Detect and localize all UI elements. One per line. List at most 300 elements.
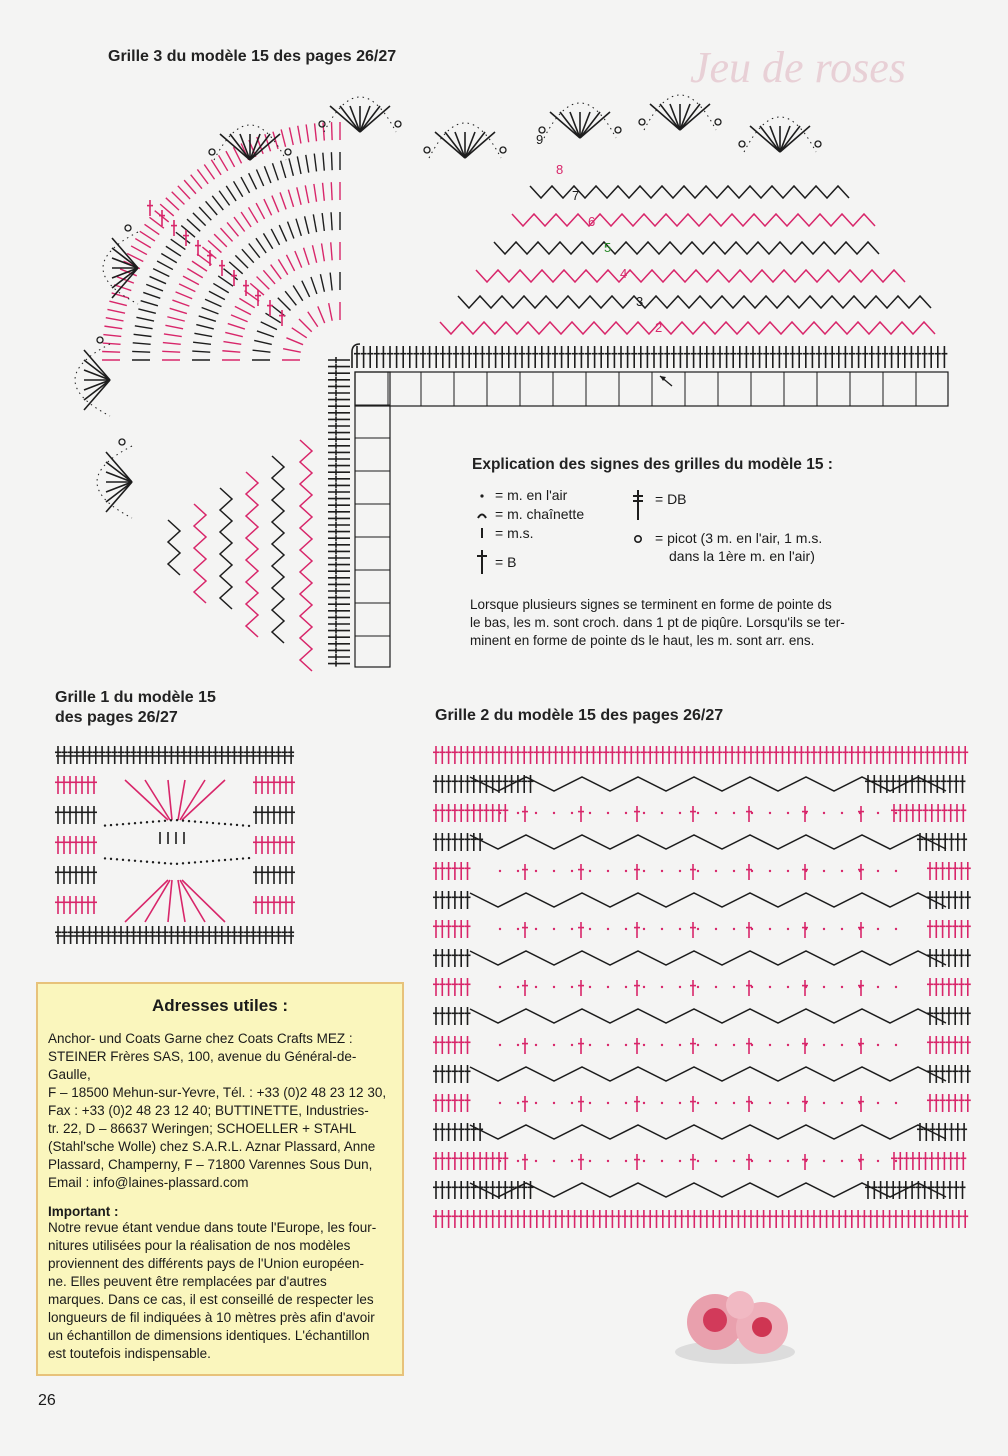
legend-item-dtr: = DB [655,491,687,507]
stitch [465,833,471,851]
stitch [502,746,508,764]
scallop-fan [639,95,721,130]
stitch [874,1210,880,1228]
stitch [439,891,445,909]
fan-stitch [192,351,210,352]
stitch [836,346,842,368]
stitch [73,836,79,854]
stitch [584,746,590,764]
chain-dot [823,812,825,814]
stitch [893,1210,899,1228]
chain-dot [571,1044,573,1046]
top-zigzag-row [476,270,905,282]
stitch [830,746,836,764]
stitch [175,746,181,764]
stitch [929,804,935,822]
stitch [949,1123,955,1141]
stitch [861,1210,867,1228]
stitch [328,608,350,614]
stitch [466,346,472,368]
row-number: 8 [556,162,564,177]
fan-stitch [197,169,208,183]
stitch [906,746,912,764]
stitch [965,1007,971,1025]
stitch [660,746,666,764]
stitch [458,1210,464,1228]
stitch [477,1152,483,1170]
stitch [452,1152,458,1170]
stitch [452,1007,458,1025]
center-stitch [634,806,640,822]
stitch [927,978,933,996]
stitch [909,1181,915,1199]
center-stitch [522,806,528,822]
stitch [691,746,697,764]
fan-stitch [271,229,279,245]
stitch [452,978,458,996]
stitch [458,1007,464,1025]
row-number: 6 [588,214,596,229]
stitch [937,746,943,764]
center-stitch [690,1096,696,1112]
chain-dot [182,862,184,864]
stitch [660,1210,666,1228]
stitch [902,346,908,368]
chain-dot [895,1102,897,1104]
chain-dot [140,822,142,824]
stitch [780,746,786,764]
fan-stitch [332,122,333,140]
stitch [934,1181,940,1199]
stitch [439,862,445,880]
stitch [618,346,624,368]
chain-dot [553,1044,555,1046]
stitch [559,746,565,764]
fan-stitch [179,284,195,292]
chain-dot [535,812,537,814]
stitch [780,1210,786,1228]
stitch [465,1065,471,1083]
stitch [960,1152,966,1170]
stitch [328,410,350,416]
side-zigzag-row [194,504,206,603]
stitch [328,456,350,462]
stitch [965,1036,971,1054]
chain-dot [643,1102,645,1104]
top-zigzag-row [458,296,931,308]
stitch [940,1094,946,1112]
stitch [710,1210,716,1228]
stitch [737,346,743,368]
stitch [490,804,496,822]
stitch [923,804,929,822]
chain-dot [607,1160,609,1162]
stitch [282,746,288,764]
stitch [452,1036,458,1054]
fan-stitch [138,309,155,313]
stitch [118,926,124,944]
stitch [502,1181,508,1199]
stitch [67,866,73,884]
stitch [931,746,937,764]
stitch [328,449,350,455]
stitch [628,746,634,764]
chain-dot [122,823,124,825]
stitch [528,1210,534,1228]
stitch [783,346,789,368]
stitch [55,926,61,944]
stitch [946,1094,952,1112]
stitch [534,1210,540,1228]
stitch [465,862,471,880]
stitch [743,346,749,368]
important-line: marques. Dans ce cas, il est conseillé de respecter les [48,1292,374,1307]
grille3-diagram [0,0,1008,700]
stitch [955,833,961,851]
chain-dot [769,1160,771,1162]
center-stitch [858,1096,864,1112]
legend-symbol-dot [480,494,483,497]
stitch [647,746,653,764]
fan-stitch [306,155,309,173]
stitch [515,746,521,764]
chain-dot [499,986,501,988]
chain-dot [769,870,771,872]
stitch [770,346,776,368]
chain-dot [697,1102,699,1104]
address-line: STEINER Frères SAS, 100, avenue du Général-de-Gaulle, [48,1049,357,1082]
stitch [328,581,350,587]
stitch [916,804,922,822]
fan-stitch [193,342,211,344]
important-line: proviennent des différents pays de l'Union européen- [48,1256,365,1271]
stitch [156,746,162,764]
stitch [936,1123,942,1141]
stitch [483,1152,489,1170]
chain-dot [607,812,609,814]
chain-dot [679,1102,681,1104]
stitch [85,896,91,914]
top-zigzag-row [512,214,875,226]
stitch [490,1152,496,1170]
fan-stitch [320,274,324,292]
fan-stitch [163,343,181,345]
fan-stitch [249,243,260,257]
stitch [878,1181,884,1199]
stitch [124,746,130,764]
stitch [490,746,496,764]
stitch [962,746,968,764]
stitch [471,804,477,822]
chain-dot [841,870,843,872]
stitch [697,346,703,368]
chain-dot [661,928,663,930]
stitch [565,746,571,764]
fan-stitch [296,219,301,236]
chain-dot [697,1044,699,1046]
diag-stitch [195,240,201,256]
center-stitch [858,806,864,822]
stitch [277,866,283,884]
chain-dot [625,1160,627,1162]
stitch [875,346,881,368]
stitch [446,804,452,822]
stitch [420,346,426,368]
fan-stitch [323,183,325,201]
stitch [238,746,244,764]
stitch [861,746,867,764]
stitch [823,346,829,368]
center-stitch [522,922,528,938]
chain-dot [733,928,735,930]
fan-stitch [234,181,243,196]
chain-dot [697,812,699,814]
fan-stitch [305,185,309,203]
stitch [539,346,545,368]
stitch [757,346,763,368]
chain-dot [200,821,202,823]
stitch [458,949,464,967]
fan-stitch [280,192,286,209]
center-stitch [858,864,864,880]
fan-stitch [234,217,245,231]
stitch [918,1210,924,1228]
stitch [452,1094,458,1112]
fan-stitch [297,156,301,174]
stitch [277,836,283,854]
stitch [526,346,532,368]
stitch [328,515,350,521]
fan-stitch [314,154,316,172]
stitch [277,776,283,794]
stitch [622,746,628,764]
stitch [61,926,67,944]
chain-dot [715,928,717,930]
stitch [666,1210,672,1228]
center-stitch [858,922,864,938]
stitch [952,891,958,909]
stitch [959,862,965,880]
chain-dot [122,859,124,861]
fan-stitch [153,269,169,277]
fan-stitch [225,332,243,336]
stitch [465,775,471,793]
stitch [79,896,85,914]
stitch [439,746,445,764]
stitch [933,1036,939,1054]
stitch [710,346,716,368]
fan-stitch [227,222,238,236]
chain-dot [769,928,771,930]
stitch [948,804,954,822]
stitch [200,746,206,764]
chain-dot [170,862,172,864]
stitch [328,463,350,469]
stitch [143,926,149,944]
stitch [67,806,73,824]
stitch [960,775,966,793]
center-stitch [802,922,808,938]
stitch [452,891,458,909]
chain-dot [823,1160,825,1162]
fan-stitch [176,292,193,299]
center-stitch [634,1154,640,1170]
stitch [257,926,263,944]
stitch [735,1210,741,1228]
stitch [328,436,350,442]
stitch [80,926,86,944]
stitch [105,926,111,944]
fan-stitch [292,328,307,338]
chain-dot [643,1160,645,1162]
stitch [578,1210,584,1228]
stitch [162,746,168,764]
chain-dot [200,861,202,863]
stitch [952,920,958,938]
stitch [509,1210,515,1228]
chain-dot [733,1044,735,1046]
center-stitch [578,980,584,996]
stitch [225,746,231,764]
stitch [597,1210,603,1228]
stitch [219,746,225,764]
stitch [328,568,350,574]
stitch [927,920,933,938]
chain-dot [787,870,789,872]
chain-dot [841,1160,843,1162]
row-number: 4 [620,266,628,281]
fan-stitch [162,351,180,352]
stitch [124,926,130,944]
stitch [91,896,97,914]
stitch [446,833,452,851]
stitch [55,746,61,764]
stitch [483,804,489,822]
legend-symbol-picot [635,536,641,542]
stitch [91,806,97,824]
stitch [616,1210,622,1228]
stitch [666,746,672,764]
chain-dot [841,812,843,814]
chain-dot [679,1044,681,1046]
stitch [922,775,928,793]
top-zigzag-row [494,242,879,254]
chain-dot [224,823,226,825]
chain-dot [104,824,106,826]
chain-dot [895,986,897,988]
stitch [91,776,97,794]
fan-stitch [125,880,168,922]
chain-dot [553,928,555,930]
chain-dot [715,870,717,872]
fan-stitch [229,262,242,274]
row-number: 9 [536,132,544,147]
stitch [723,746,729,764]
stitch [811,746,817,764]
fan-stitch [288,222,294,239]
stitch [265,866,271,884]
chain-dot [194,820,196,822]
chain-dot [553,870,555,872]
zigzag [470,1009,946,1023]
stitch [641,1210,647,1228]
stitch [941,1152,947,1170]
fan-stitch [182,780,225,820]
fan-stitch [223,342,241,345]
row-number: 5 [604,240,612,255]
stitch [73,896,79,914]
stitch [949,833,955,851]
fan-stitch [167,317,184,321]
stitch [704,746,710,764]
zigzag [470,835,946,849]
fan-stitch [285,291,296,305]
stitch [427,346,433,368]
stitch [79,806,85,824]
stitch [893,746,899,764]
fan-stitch [295,251,302,268]
stitch [750,346,756,368]
chain-dot [499,1044,501,1046]
chain-dot [158,862,160,864]
center-stitch [746,806,752,822]
stitch [906,1210,912,1228]
stitch [515,775,521,793]
stitch [452,862,458,880]
chain-dot [877,928,879,930]
stitch [259,806,265,824]
stitch [263,746,269,764]
chain-dot [517,928,519,930]
stitch [55,776,61,794]
stitch [927,1094,933,1112]
chain-dot [589,812,591,814]
chain-dot [176,819,178,821]
stitch [927,862,933,880]
fan-stitch [306,124,309,142]
stitch [374,346,380,368]
stitch [328,654,350,660]
chain-dot [841,1044,843,1046]
stitch [439,1152,445,1170]
fan-stitch [256,170,263,186]
stitch [880,1210,886,1228]
center-stitch [858,980,864,996]
stitch [452,1181,458,1199]
chain-dot [242,857,244,859]
chain-dot [110,824,112,826]
stitch [540,1210,546,1228]
stitch [909,775,915,793]
stitch [55,806,61,824]
stitch [502,804,508,822]
stitch [940,978,946,996]
chain-dot [733,870,735,872]
stitch [354,346,360,368]
stitch [477,804,483,822]
chain-dot [116,858,118,860]
stitch [439,949,445,967]
chain-dot [877,986,879,988]
stitch [87,926,93,944]
stitch [85,836,91,854]
stitch [328,522,350,528]
stitch [328,661,350,667]
stitch [959,1094,965,1112]
fan-stitch [143,292,160,298]
fan-stitch [323,153,324,171]
stitch [271,836,277,854]
